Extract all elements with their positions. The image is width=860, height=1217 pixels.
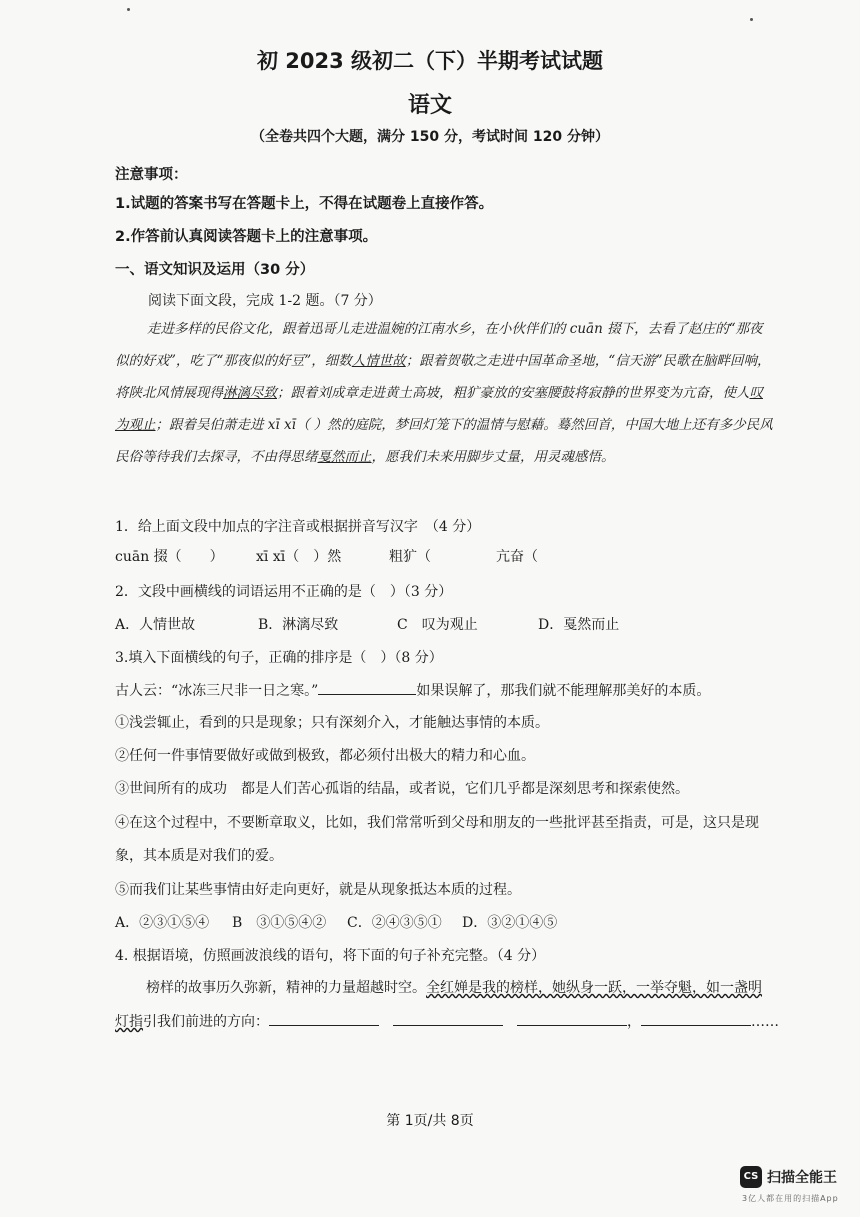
q4-wavy-text: 灯指 — [115, 1014, 143, 1030]
q1-item: 亢奋（ — [496, 549, 538, 565]
q4-line2-post: 引我们前进的方向： — [143, 1014, 269, 1030]
q4-line1-pre: 榜样的故事历久弥新，精神的力量超越时空。 — [146, 980, 426, 996]
underlined-phrase: 人情世故 — [351, 353, 406, 369]
notes-item: 2.作答前认真阅读答题卡上的注意事项。 — [115, 229, 378, 245]
answer-blank — [641, 1011, 751, 1026]
underlined-phrase: 叹为观止 — [115, 385, 763, 433]
passage-text: ；跟着吴伯萧走进 xī xī（ ）然的庭院，梦回灯笼下的温情与慰藉。蓦然回首，中国大地上还有多少民风民俗等待我们去探寻，不由得思绪 — [115, 417, 773, 465]
q3-sentence: ④在这个过程中，不要断章取义，比如，我们常常听到父母和朋友的一些批评甚至指责，可是，这只是现 — [115, 815, 759, 831]
q1-item: cuān 掇（ ） — [115, 549, 224, 565]
page-number: 第 1页/共 8页 — [386, 1113, 474, 1129]
scan-speck — [127, 8, 130, 11]
camscanner-logo-icon: CS — [740, 1166, 762, 1188]
q2-stem: 2．文段中画横线的词语运用不正确的是（ ）（3 分） — [115, 584, 453, 600]
exam-scope: （全卷共四个大题，满分 150 分，考试时间 120 分钟） — [251, 129, 609, 145]
q3-option: A．②③①⑤④ — [115, 915, 210, 931]
exam-title: 初 2023 级初二（下）半期考试试题 — [256, 49, 604, 73]
answer-blank — [269, 1011, 379, 1026]
q2-option: D．戛然而止 — [538, 617, 620, 633]
q4-ellipsis: …… — [751, 1014, 779, 1030]
q1-item: 粗犷（ — [389, 549, 473, 565]
scanner-watermark — [740, 1166, 850, 1206]
notes-heading: 注意事项： — [115, 167, 188, 183]
answer-blank — [318, 680, 416, 695]
q1-item: xī xī（ ）然 — [256, 549, 342, 565]
q3-sentence: ②任何一件事情要做好或做到极致，都必须付出极大的精力和心血。 — [115, 748, 535, 764]
reading-passage — [115, 313, 775, 473]
section-heading: 一、语文知识及运用（30 分） — [115, 262, 315, 278]
q4-comma: ， — [627, 1014, 641, 1030]
q3-option: C．②④③⑤① — [347, 915, 442, 931]
q3-sentence: 象，其本质是对我们的爱。 — [115, 848, 283, 864]
q3-stem: 3.填入下面横线的句子，正确的排序是（ ）（8 分） — [115, 650, 443, 666]
q3-sentence: ③世间所有的成功 都是人们苦心孤诣的结晶，或者说，它们几乎都是深刻思考和探索使然。 — [115, 781, 689, 797]
notes-item: 1.试题的答案书写在答题卡上，不得在试题卷上直接作答。 — [115, 196, 494, 212]
q1-stem: 1．给上面文段中加点的字注音或根据拼音写汉字 （4 分） — [115, 519, 481, 535]
q3-sentence: ①浅尝辄止，看到的只是现象；只有深刻介入，才能触达事情的本质。 — [115, 715, 549, 731]
passage-text: ；跟着贺敬之走进中国革命圣地，“信天游”民歌在脑畔回响，将陕北风情展现得 — [115, 353, 771, 401]
q4-line2 — [115, 1011, 779, 1031]
q3-sentence: ⑤而我们让某些事情由好走向更好，就是从现象抵达本质的过程。 — [115, 882, 521, 898]
q3-option: D．③②①④⑤ — [462, 915, 558, 931]
underlined-phrase: 戛然而止 — [317, 449, 372, 465]
q2-option: A．人情世故 — [115, 617, 196, 633]
q4-line1 — [146, 977, 762, 997]
passage-text: ，愿我们未来用脚步丈量，用灵魂感悟。 — [371, 449, 615, 465]
q2-option: B．淋漓尽致 — [258, 617, 339, 633]
q3-quote-post: 如果误解了，那我们就不能理解那美好的本质。 — [416, 683, 711, 699]
watermark-tagline: 3亿人都在用的扫描App — [742, 1194, 839, 1203]
q4-stem: 4. 根据语境，仿照画波浪线的语句，将下面的句子补充完整。（4 分） — [115, 948, 546, 964]
scan-speck — [750, 18, 753, 21]
underlined-phrase: 淋漓尽致 — [223, 385, 277, 401]
q3-quote-pre: 古人云：“冰冻三尺非一日之寒。” — [115, 683, 319, 699]
passage-text: 走进多样的民俗文化，跟着迅哥儿走进温婉的江南水乡，在小伙伴们的 cuān 掇下，去看了赵庄的“那夜似的好戏”，吃了“那夜似的好豆”，细数 — [115, 321, 763, 369]
q3-quote — [115, 680, 710, 700]
reading-intro: 阅读下面文段，完成 1-2 题。（7 分） — [148, 293, 382, 309]
q2-option: C 叹为观止 — [397, 617, 478, 633]
passage-text: ；跟着刘成章走进黄土高坡，粗犷豪放的安塞腰鼓将寂静的世界变为亢奋，使人 — [277, 385, 750, 401]
watermark-brand: 扫描全能王 — [767, 1170, 837, 1186]
exam-subject: 语文 — [407, 93, 452, 118]
answer-blank — [517, 1011, 627, 1026]
q4-wavy-text: 全红婵是我的榜样，她纵身一跃，一举夺魁，如一盏明 — [426, 980, 762, 996]
q3-option: B ③①⑤④② — [232, 915, 327, 931]
answer-blank — [393, 1011, 503, 1026]
